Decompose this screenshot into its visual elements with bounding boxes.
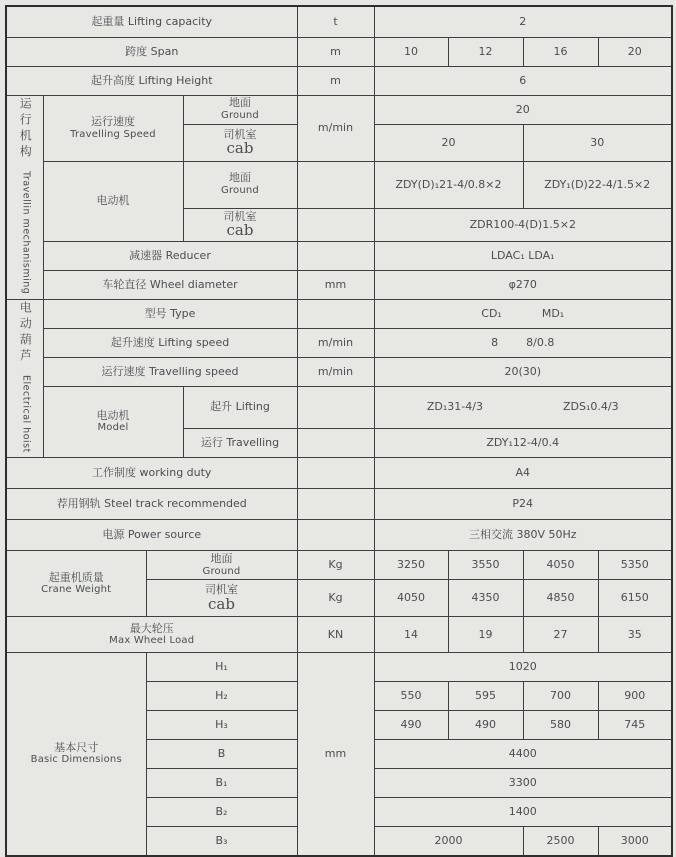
hoist-type-unit [297,299,374,328]
working-duty-value: A4 [374,458,672,489]
power-source-value: 三相交流 380V 50Hz [374,520,672,551]
dim-b1-value: 3300 [374,769,672,798]
dim-b3-v3: 3000 [598,827,672,856]
travel-motor-cab-label: 司机室 cab [183,208,297,241]
travel-motor-ground-value-1: ZDY(D)₁21-4/0.8×2 [374,161,523,208]
travel-motor-ground-unit [297,161,374,208]
crane-spec-table [5,5,673,857]
span-value-20: 20 [598,37,672,66]
row-lifting-capacity [6,6,672,37]
travel-speed-label: 运行速度 Travelling Speed [43,95,183,161]
wheel-diameter-unit: mm [297,270,374,299]
power-source-label: 电源 Power source [6,520,297,551]
row-steel-track [6,489,672,520]
dimensions-label: 基本尺寸 Basic Dimensions [6,653,146,856]
reducer-unit [297,241,374,270]
working-duty-label: 工作制度 working duty [6,458,297,489]
dim-h2-v1: 550 [374,682,448,711]
dim-h1-value: 1020 [374,653,672,682]
lifting-capacity-label: 起重量 Lifting capacity [6,6,297,37]
row-wheel-diameter [6,270,672,299]
working-duty-unit [297,458,374,489]
crane-weight-label: 起重机质量 Crane Weight [6,551,146,617]
hoist-type-value: CD₁ MD₁ [374,299,672,328]
crane-weight-ground-unit: Kg [297,551,374,580]
wheel-diameter-value: φ270 [374,270,672,299]
lifting-height-label: 起升高度 Lifting Height [6,66,297,95]
travel-motor-ground-label: 地面 Ground [183,161,297,208]
hoist-travelling-speed-label: 运行速度 Travelling speed [43,357,297,386]
hoist-motor-lifting-label: 起升 Lifting [183,386,297,429]
dim-h1-label: H₁ [146,653,297,682]
span-value-16: 16 [523,37,598,66]
row-hoist-motor-lifting [6,386,672,429]
crane-weight-ground-v2: 3550 [448,551,523,580]
row-dim-h1 [6,653,672,682]
row-hoist-travelling-speed [6,357,672,386]
hoist-travelling-speed-unit: m/min [297,357,374,386]
crane-weight-cab-unit: Kg [297,580,374,617]
dim-b1-label: B₁ [146,769,297,798]
dim-b-label: B [146,740,297,769]
steel-track-unit [297,489,374,520]
hoist-motor-lifting-value: ZD₁31-4/3 ZDS₁0.4/3 [374,386,672,429]
crane-weight-cab-label: 司机室 cab [146,580,297,617]
row-power-source [6,520,672,551]
dim-h2-v3: 700 [523,682,598,711]
crane-weight-cab-v3: 4850 [523,580,598,617]
power-source-unit [297,520,374,551]
max-wheel-load-v1: 14 [374,617,448,653]
hoist-travelling-speed-value: 20(30) [374,357,672,386]
max-wheel-load-label: 最大轮压 Max Wheel Load [6,617,297,653]
dim-b-value: 4400 [374,740,672,769]
lifting-capacity-unit: t [297,6,374,37]
dim-h2-v2: 595 [448,682,523,711]
wheel-diameter-label: 车轮直径 Wheel diameter [43,270,297,299]
crane-weight-cab-v2: 4350 [448,580,523,617]
hoist-lifting-speed-value: 8 8/0.8 [374,328,672,357]
lifting-capacity-value: 2 [374,6,672,37]
row-travel-speed-ground [6,95,672,124]
dim-b2-label: B₂ [146,798,297,827]
row-travel-motor-ground [6,161,672,208]
travel-speed-unit: m/min [297,95,374,161]
travel-motor-cab-value: ZDR100-4(D)1.5×2 [374,208,672,241]
reducer-value: LDAC₁ LDA₁ [374,241,672,270]
travel-speed-ground-value: 20 [374,95,672,124]
travel-speed-cab-value-1: 20 [374,124,523,161]
travel-speed-ground-label: 地面 Ground [183,95,297,124]
dim-b2-value: 1400 [374,798,672,827]
dim-h3-v2: 490 [448,711,523,740]
max-wheel-load-v2: 19 [448,617,523,653]
reducer-label: 减速器 Reducer [43,241,297,270]
lifting-height-value: 6 [374,66,672,95]
dimensions-unit: mm [297,653,374,856]
row-crane-weight-ground [6,551,672,580]
row-span [6,37,672,66]
row-hoist-lifting-speed [6,328,672,357]
section-travelling-mechanism: 运行机构Travellin mechanisming [6,95,43,299]
dim-h3-v4: 745 [598,711,672,740]
max-wheel-load-v4: 35 [598,617,672,653]
hoist-motor-travelling-value: ZDY₁12-4/0.4 [374,429,672,458]
dim-h2-label: H₂ [146,682,297,711]
hoist-motor-travelling-unit [297,429,374,458]
hoist-lifting-speed-unit: m/min [297,328,374,357]
row-reducer [6,241,672,270]
dim-h3-label: H₃ [146,711,297,740]
dim-b3-v2: 2500 [523,827,598,856]
section-electrical-hoist: 电动葫芦Electrical hoist [6,299,43,458]
row-max-wheel-load [6,617,672,653]
hoist-motor-travelling-label: 运行 Travelling [183,429,297,458]
max-wheel-load-v3: 27 [523,617,598,653]
hoist-lifting-speed-label: 起升速度 Lifting speed [43,328,297,357]
hoist-motor-lifting-unit [297,386,374,429]
lifting-height-unit: m [297,66,374,95]
crane-weight-ground-v4: 5350 [598,551,672,580]
hoist-motor-label: 电动机 Model [43,386,183,458]
travel-motor-ground-value-2: ZDY₁(D)22-4/1.5×2 [523,161,672,208]
travel-speed-cab-value-2: 30 [523,124,672,161]
row-lifting-height [6,66,672,95]
row-working-duty [6,458,672,489]
hoist-type-label: 型号 Type [43,299,297,328]
dim-h2-v4: 900 [598,682,672,711]
span-value-10: 10 [374,37,448,66]
steel-track-value: P24 [374,489,672,520]
crane-weight-cab-v1: 4050 [374,580,448,617]
dim-h3-v1: 490 [374,711,448,740]
dim-b3-label: B₃ [146,827,297,856]
travel-motor-label: 电动机 [43,161,183,241]
dim-b3-v1: 2000 [374,827,523,856]
steel-track-label: 荐用钢轨 Steel track recommended [6,489,297,520]
row-hoist-type [6,299,672,328]
span-value-12: 12 [448,37,523,66]
travel-motor-cab-unit [297,208,374,241]
crane-weight-ground-v3: 4050 [523,551,598,580]
dim-h3-v3: 580 [523,711,598,740]
travel-speed-cab-label: 司机室 cab [183,124,297,161]
crane-weight-ground-v1: 3250 [374,551,448,580]
span-label: 跨度 Span [6,37,297,66]
crane-weight-cab-v4: 6150 [598,580,672,617]
max-wheel-load-unit: KN [297,617,374,653]
crane-weight-ground-label: 地面 Ground [146,551,297,580]
span-unit: m [297,37,374,66]
